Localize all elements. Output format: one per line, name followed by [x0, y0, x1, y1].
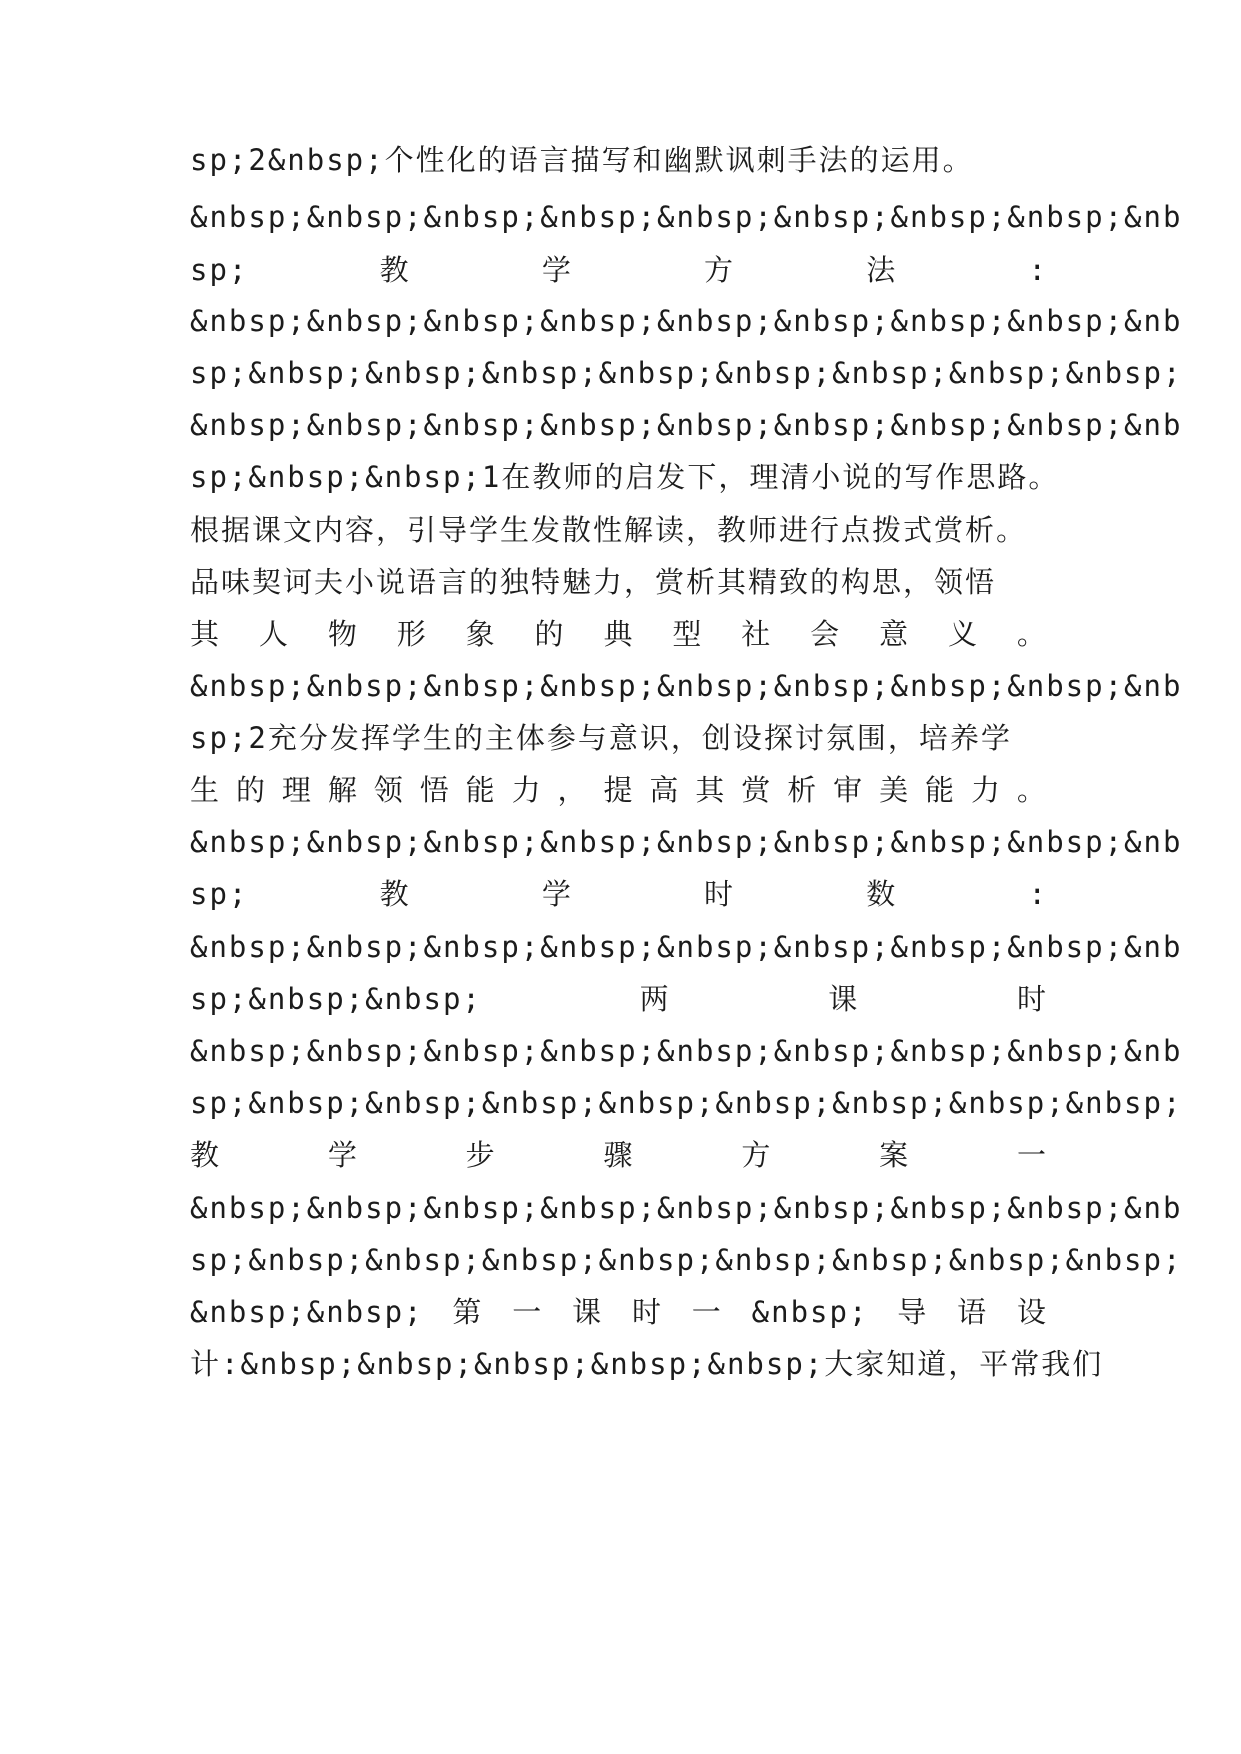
text-segment: &nbsp;&nbsp;&nbsp;&nbsp;&nbsp;&nbsp;&nbsp;&nbsp;&nb [190, 408, 1183, 442]
text-segment: sp; [190, 877, 249, 911]
text-segment: 案 [879, 1138, 911, 1172]
text-line [190, 402, 1183, 448]
text-segment: 理 [281, 773, 313, 807]
text-line [190, 663, 1183, 709]
text-line [190, 611, 1048, 657]
text-segment: 其 [695, 773, 727, 807]
text-line [190, 819, 1183, 865]
text-segment: &nbsp;&nbsp;&nbsp;&nbsp;&nbsp;&nbsp;&nbsp;&nbsp;&nb [190, 1034, 1183, 1068]
text-segment: 社 [741, 617, 773, 651]
text-segment: 学 [541, 253, 573, 287]
text-segment: 根据课文内容，引导学生发散性解读，教师进行点拨式赏析。 [190, 513, 1028, 547]
text-segment: 导 [897, 1295, 929, 1329]
text-segment: 领 [373, 773, 405, 807]
text-segment: sp; [190, 253, 249, 287]
text-segment: 学 [541, 877, 573, 911]
text-segment: sp;&nbsp;&nbsp; [190, 982, 482, 1016]
text-segment: 方 [741, 1138, 773, 1172]
text-line [190, 1080, 1183, 1126]
text-segment: sp;2&nbsp;个性化的语言描写和幽默讽刺手法的运用。 [190, 143, 974, 177]
text-segment: 高 [649, 773, 681, 807]
text-segment: 典 [603, 617, 635, 651]
text-segment: 时 [631, 1295, 663, 1329]
text-segment: 学 [327, 1138, 359, 1172]
text-segment: 教 [190, 1138, 222, 1172]
text-line [190, 507, 1048, 553]
text-segment: 解 [327, 773, 359, 807]
text-segment: &nbsp;&nbsp;&nbsp;&nbsp;&nbsp;&nbsp;&nbsp;&nbsp;&nb [190, 669, 1183, 703]
text-line [190, 350, 1183, 396]
text-segment: 骤 [603, 1138, 635, 1172]
text-segment: 步 [465, 1138, 497, 1172]
text-segment: 赏 [741, 773, 773, 807]
text-segment: 品味契诃夫小说语言的独特魅力，赏析其精致的构思，领悟 [190, 565, 997, 599]
text-line [190, 1237, 1183, 1283]
text-segment: 一 [691, 1295, 723, 1329]
text-segment: 型 [672, 617, 704, 651]
text-line [190, 767, 1048, 813]
text-segment: 计:&nbsp;&nbsp;&nbsp;&nbsp;&nbsp;大家知道，平常我们 [190, 1347, 1104, 1381]
text-line [190, 1185, 1183, 1231]
text-segment: 一 [512, 1295, 544, 1329]
text-line [190, 1341, 1104, 1387]
text-line [190, 298, 1183, 344]
text-segment: 人 [258, 617, 290, 651]
text-segment: 法 [866, 253, 898, 287]
text-segment: &nbsp;&nbsp; [190, 1295, 424, 1329]
text-line [190, 194, 1183, 240]
text-segment: 语 [957, 1295, 989, 1329]
text-segment: 一 [1016, 1138, 1048, 1172]
text-segment: 悟 [419, 773, 451, 807]
text-line [190, 715, 1048, 761]
text-segment: 的 [235, 773, 267, 807]
text-segment: sp;&nbsp;&nbsp;&nbsp;&nbsp;&nbsp;&nbsp;&nbsp;&nbsp; [190, 1086, 1183, 1120]
text-segment: 美 [879, 773, 911, 807]
text-segment: : [1028, 253, 1048, 287]
text-segment: sp;&nbsp;&nbsp;&nbsp;&nbsp;&nbsp;&nbsp;&nbsp;&nbsp; [190, 356, 1183, 390]
text-segment: 析 [787, 773, 819, 807]
text-segment: 课 [572, 1295, 604, 1329]
text-segment: 教 [379, 253, 411, 287]
text-line [190, 137, 1048, 183]
text-segment: 象 [465, 617, 497, 651]
text-segment: sp;&nbsp;&nbsp;&nbsp;&nbsp;&nbsp;&nbsp;&nbsp;&nbsp; [190, 1243, 1183, 1277]
text-segment: 其 [190, 617, 222, 651]
text-segment: 力 [970, 773, 1002, 807]
text-segment: 数 [866, 877, 898, 911]
text-segment: &nbsp;&nbsp;&nbsp;&nbsp;&nbsp;&nbsp;&nbsp;&nbsp;&nb [190, 930, 1183, 964]
text-segment: 的 [534, 617, 566, 651]
text-segment: 力 [511, 773, 543, 807]
text-segment: 课 [828, 982, 860, 1016]
text-segment: 意 [879, 617, 911, 651]
text-segment: 形 [396, 617, 428, 651]
text-line [190, 924, 1183, 970]
text-segment: sp;2充分发挥学生的主体参与意识，创设探讨氛围，培养学 [190, 721, 1012, 755]
text-segment: 物 [327, 617, 359, 651]
text-segment: 义 [947, 617, 979, 651]
text-segment: &nbsp;&nbsp;&nbsp;&nbsp;&nbsp;&nbsp;&nbsp;&nbsp;&nb [190, 304, 1183, 338]
text-segment: 教 [379, 877, 411, 911]
text-segment: sp;&nbsp;&nbsp;1在教师的启发下，理清小说的写作思路。 [190, 460, 1060, 494]
text-segment: 设 [1016, 1295, 1048, 1329]
text-segment: &nbsp;&nbsp;&nbsp;&nbsp;&nbsp;&nbsp;&nbsp;&nbsp;&nb [190, 825, 1183, 859]
text-segment: &nbsp; [751, 1295, 869, 1329]
text-line [190, 559, 1048, 605]
text-segment: : [1028, 877, 1048, 911]
text-line [190, 871, 1048, 917]
text-segment: 审 [833, 773, 865, 807]
text-segment: 两 [639, 982, 671, 1016]
text-segment: ， [557, 773, 589, 807]
text-line [190, 976, 1048, 1022]
text-segment: 。 [1016, 773, 1048, 807]
text-segment: 时 [704, 877, 736, 911]
text-segment: 提 [603, 773, 635, 807]
text-segment: 第 [452, 1295, 484, 1329]
text-segment: 方 [704, 253, 736, 287]
text-segment: 。 [1016, 617, 1048, 651]
text-segment: 能 [465, 773, 497, 807]
text-segment: 会 [810, 617, 842, 651]
text-line [190, 247, 1048, 293]
text-segment: 生 [190, 773, 222, 807]
text-segment: 时 [1016, 982, 1048, 1016]
text-segment: 能 [925, 773, 957, 807]
text-line [190, 1289, 1048, 1335]
text-segment: &nbsp;&nbsp;&nbsp;&nbsp;&nbsp;&nbsp;&nbsp;&nbsp;&nb [190, 1191, 1183, 1225]
text-segment: &nbsp;&nbsp;&nbsp;&nbsp;&nbsp;&nbsp;&nbsp;&nbsp;&nb [190, 200, 1183, 234]
text-line [190, 1028, 1183, 1074]
text-line [190, 454, 1060, 500]
text-line [190, 1132, 1048, 1178]
